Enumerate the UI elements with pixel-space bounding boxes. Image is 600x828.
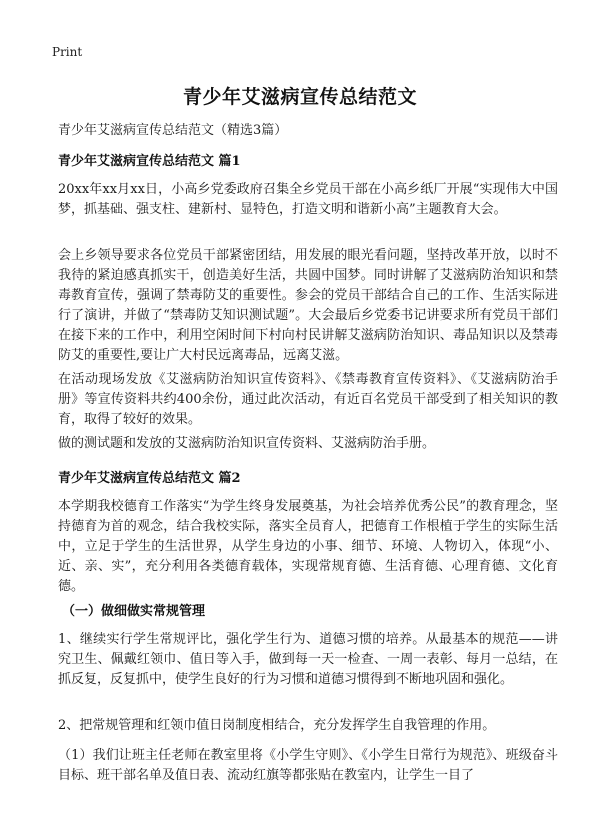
paragraph bbox=[58, 180, 558, 220]
list-item bbox=[58, 716, 558, 736]
paragraph-text: 会上乡领导要求各位党员干部紧密团结，用发展的眼光看问题，坚持改革开放，以时不我待的紧迫感真抓实干，创造美好生活，共圆中国梦。同时讲解了艾滋病防治知识和禁毒教育宣传，强调了禁毒防艾的重要性。参会的党员干部结合自己的工作、生活实际进行了演讲，并做了“禁毒防艾知识测试题”。大会最后乡党委书记讲要求所有党员干部们在接下来的工作中，利用空闲时间下村向村民讲解艾滋病防治知识、毒品知识以及禁毒防艾的重要性,要让广大村民远离毒品，远离艾滋。 bbox=[58, 248, 558, 363]
section-heading-part2: 青少年艾滋病宣传总结范文 篇2 bbox=[58, 471, 241, 486]
paragraph bbox=[58, 497, 558, 597]
print-link[interactable]: Print bbox=[52, 45, 83, 59]
subtitle-text: 青少年艾滋病宣传总结范文（精选3篇） bbox=[58, 123, 288, 138]
paragraph-text: 20xx年xx月xx日，小高乡党委政府召集全乡党员干部在小高乡纸厂开展“实现伟大中国梦，抓基础、强支柱、建新村、显特色，打造文明和谐新小高”主题教育大会。 bbox=[58, 182, 558, 217]
paragraph-text: 做的测试题和发放的艾滋病防治知识宣传资料、艾滋病防治手册。 bbox=[58, 436, 436, 451]
list-item bbox=[58, 630, 558, 690]
subsection-heading: （一）做细做实常规管理 bbox=[62, 604, 206, 619]
paragraph-text: 在活动现场发放《艾滋病防治知识宣传资料》、《禁毒教育宣传资料》、《艾滋病防治手册》等宣传资料共约400余份，通过此次活动，有近百名党员干部受到了相关知识的教育，取得了较好的效果。 bbox=[58, 372, 558, 427]
list-item-text: 2、把常规管理和红领巾值日岗制度相结合，充分发挥学生自我管理的作用。 bbox=[58, 718, 496, 733]
paragraph bbox=[58, 434, 558, 454]
list-item-text: （1）我们让班主任老师在教室里将《小学生守则》、《小学生日常行为规范》、班级奋斗目标、班干部名单及值日表、流动红旗等都张贴在教室内，让学生一目了 bbox=[58, 748, 558, 783]
list-item-text: 1、继续实行学生常规评比，强化学生行为、道德习惯的培养。从最基本的规范——讲究卫生、佩戴红领巾、值日等入手，做到每一天一检查、一周一表彰、每月一总结，在抓反复，反复抓中，使学生良好的行为习惯和道德习惯得到不断地巩固和强化。 bbox=[58, 632, 558, 687]
document-subtitle bbox=[58, 121, 558, 141]
section-heading-part1: 青少年艾滋病宣传总结范文 篇1 bbox=[58, 154, 241, 169]
page-title: 青少年艾滋病宣传总结范文 bbox=[182, 86, 417, 108]
paragraph bbox=[58, 246, 558, 366]
paragraph bbox=[58, 370, 558, 430]
list-item bbox=[58, 746, 558, 786]
paragraph-text: 本学期我校德育工作落实“为学生终身发展奠基，为社会培养优秀公民”的教育理念，坚持德育为首的观念，结合我校实际，落实全员育人，把德育工作根植于学生的实际生活中，立足于学生的生活世界，从学生身边的小事、细节、环境、人物切入，体现“小、近、亲、实”，充分利用各类德育载体，实现常规育德、生活育德、心理育德、文化育德。 bbox=[58, 499, 558, 594]
